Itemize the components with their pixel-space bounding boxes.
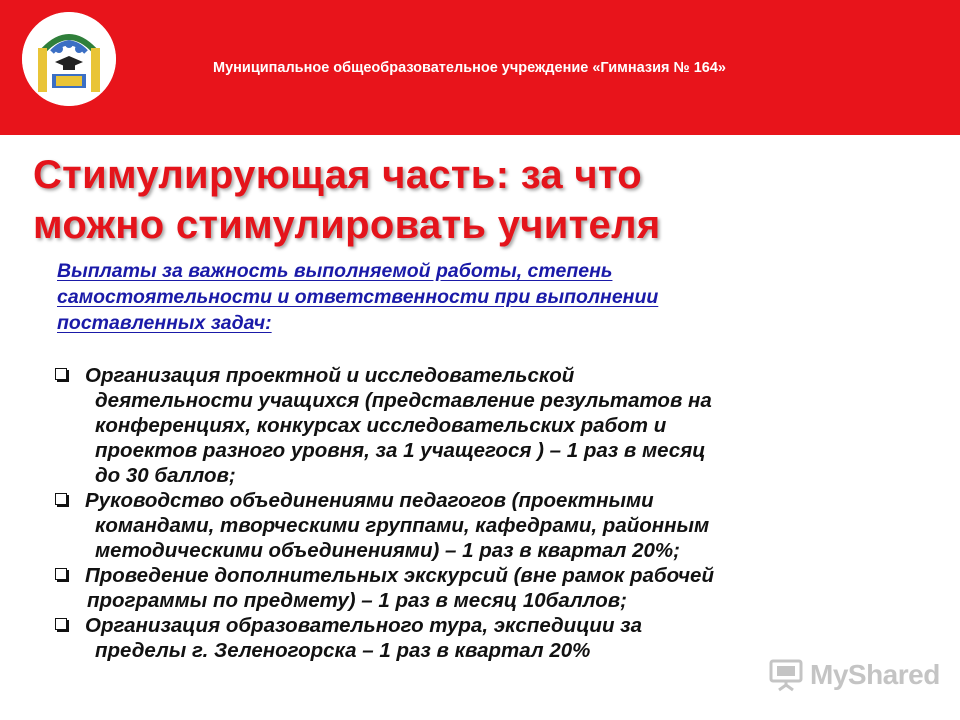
list-item (55, 563, 935, 613)
checkbox-bullet-icon (55, 493, 67, 505)
item-line: до 30 баллов; (95, 464, 236, 487)
title-line-2: можно стимулировать учителя (33, 203, 661, 247)
checkbox-bullet-icon (55, 618, 67, 630)
subheading-line-1: Выплаты за важность выполняемой работы, степень (57, 260, 613, 282)
presentation-icon (768, 657, 804, 693)
item-line: методическими объединениями) – 1 раз в квартал 20%; (95, 539, 680, 562)
institution-name: Муниципальное общеобразовательное учреждение «Гимназия № 164» (213, 60, 726, 76)
watermark-text: MyShared (810, 659, 940, 690)
checkbox-bullet-icon (55, 368, 67, 380)
subheading-line-2: самостоятельности и ответственности при выполнении (57, 286, 659, 308)
checkbox-bullet-icon (55, 568, 67, 580)
item-line: командами, творческими группами, кафедрами, районным (95, 514, 710, 537)
item-line: конференциях, конкурсах исследовательских работ и (95, 414, 667, 437)
list-item (55, 363, 935, 488)
item-line: Организация образовательного тура, экспедиции за (85, 614, 643, 637)
item-line: пределы г. Зеленогорска – 1 раз в квартал 20% (95, 639, 591, 662)
slide-title (33, 150, 660, 250)
item-line: Организация проектной и исследовательской (85, 364, 575, 387)
school-logo (22, 12, 116, 106)
header-banner (0, 0, 960, 135)
item-line: проектов разного уровня, за 1 учащегося ) – 1 раз в месяц (95, 439, 706, 462)
item-line: Руководство объединениями педагогов (проектными (85, 489, 654, 512)
subheading (57, 258, 887, 336)
title-line-1: Стимулирующая часть: за что (33, 153, 642, 197)
item-line: программы по предмету) – 1 раз в месяц 10баллов; (87, 589, 627, 612)
school-emblem-icon (22, 12, 116, 106)
subheading-line-3: поставленных задач: (57, 312, 272, 334)
criteria-list (55, 363, 935, 663)
item-line: деятельности учащихся (представление результатов на (95, 389, 712, 412)
item-line: Проведение дополнительных экскурсий (вне рамок рабочей (85, 564, 714, 587)
watermark (768, 655, 940, 695)
list-item (55, 488, 935, 563)
